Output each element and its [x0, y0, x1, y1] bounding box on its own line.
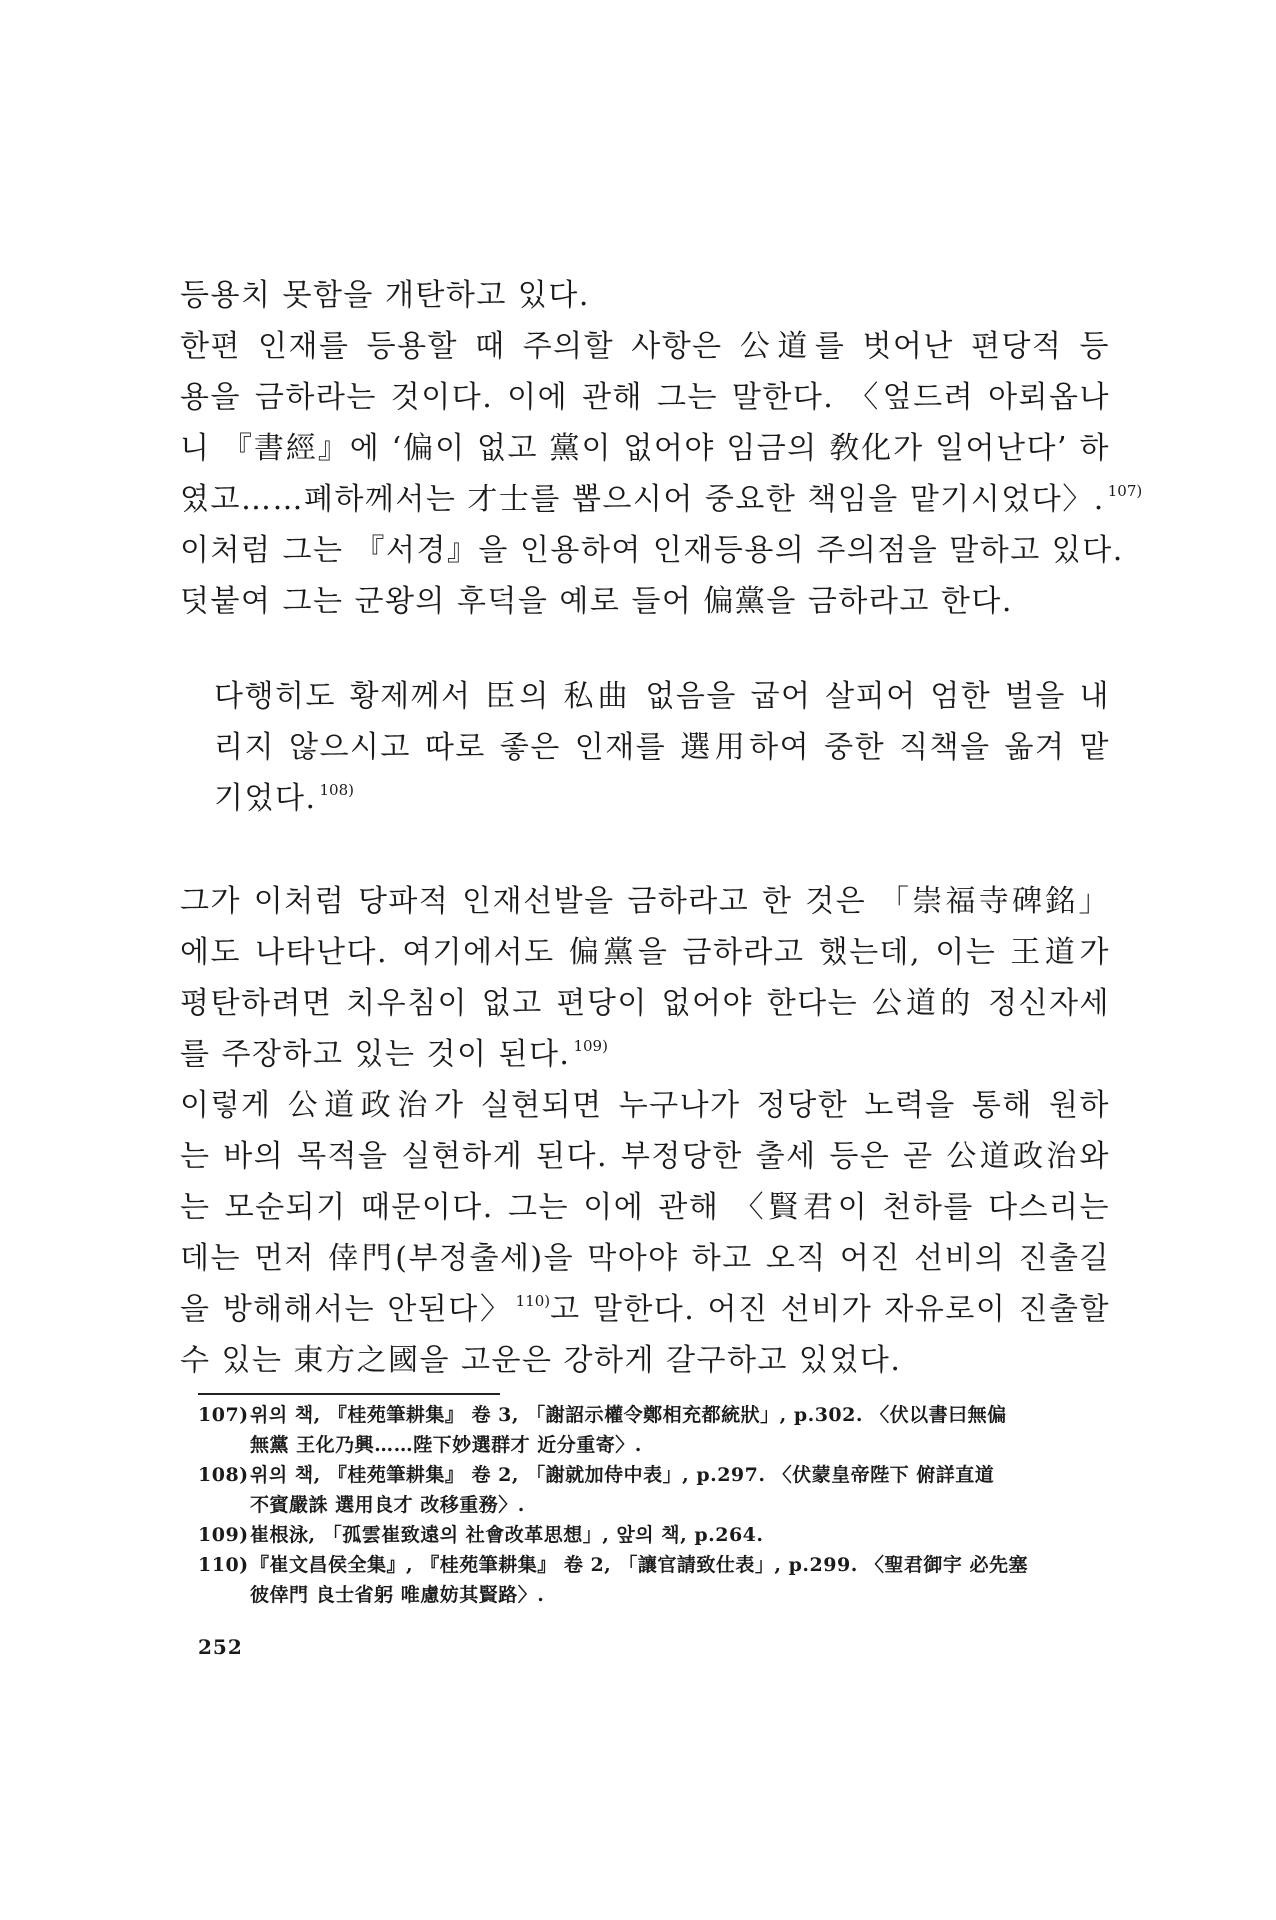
footnote-text: 『崔文昌侯全集』, 『桂苑筆耕集』 卷 2, 「讓官請致仕表」, p.299. 〈聖君御宇 必先塞	[250, 1554, 1029, 1576]
block-quote	[214, 671, 1110, 824]
footnote-line	[198, 1460, 1108, 1490]
page-number: 252	[198, 1635, 243, 1659]
footnote-line	[198, 1520, 1108, 1550]
quote-line: 기었다.	[214, 781, 317, 816]
text-line: 용을 금하라는 것이다. 이에 관해 그는 말한다. 〈엎드려 아뢰옵나	[180, 380, 1110, 415]
text-line: 는 바의 목적을 실현하게 된다. 부정당한 출세 등은 곧 公道政治와	[180, 1139, 1110, 1174]
footnote-ref-110: 110)	[515, 1292, 551, 1310]
quote-line: 다행히도 황제께서 臣의 私曲 없음을 굽어 살피어 엄한 벌을 내	[214, 679, 1110, 714]
footnote-number: 110)	[198, 1554, 249, 1576]
text-line: 를 주장하고 있는 것이 된다.	[180, 1037, 571, 1072]
footnote-text: 위의 책, 『桂苑筆耕集』 卷 2, 「謝就加侍中表」, p.297. 〈伏蒙皇帝陛下 俯詳直道	[250, 1464, 995, 1486]
text-line: 데는 먼저 倖門(부정출세)을 막아야 하고 오직 어진 선비의 진출길	[180, 1241, 1110, 1276]
footnote-ref-109: 109)	[573, 1037, 608, 1055]
footnote-number: 107)	[198, 1404, 249, 1426]
quote-line-with-note	[214, 773, 1110, 824]
footnote-line	[198, 1400, 1108, 1430]
footnote-text: 崔根泳, 「孤雲崔致遠의 社會改革思想」, 앞의 책, p.264.	[250, 1524, 764, 1546]
footnote-ref-107: 107)	[1107, 482, 1143, 500]
footnote-number: 108)	[198, 1464, 249, 1486]
text-line-with-note	[180, 1029, 1110, 1080]
text-line-with-note	[180, 474, 1143, 525]
text-line: 덧붙여 그는 군왕의 후덕을 예로 들어 偏黨을 금하라고 한다.	[180, 584, 1013, 619]
footnotes	[198, 1400, 1108, 1610]
footnote-ref-108: 108)	[319, 781, 354, 799]
footnote-110	[198, 1550, 1108, 1610]
text-line: 에도 나타난다. 여기에서도 偏黨을 금하라고 했는데, 이는 王道가	[180, 935, 1110, 970]
text-line: 였고……폐하께서는 才士를 뽑으시어 중요한 책임을 맡기시었다〉.	[180, 482, 1105, 517]
footnote-number: 109)	[198, 1524, 249, 1546]
spacer	[180, 627, 1110, 671]
text-line: 이렇게 公道政治가 실현되면 누구나가 정당한 노력을 통해 원하	[180, 1088, 1110, 1123]
quote-line: 리지 않으시고 따로 좋은 인재를 選用하여 중한 직책을 옮겨 맡	[214, 730, 1110, 765]
text-line: 니 『書經』에 ‘偏이 없고 黨이 없어야 임금의 敎化가 일어난다’ 하	[180, 431, 1110, 466]
footnote-line	[198, 1550, 1108, 1580]
paragraph-4	[180, 1080, 1110, 1386]
footnote-text: 不賓嚴誅 選用良才 改移重務〉.	[250, 1494, 525, 1516]
footnote-text: 彼倖門 良士省躬 唯慮妨其賢路〉.	[250, 1584, 545, 1606]
footnote-text: 위의 책, 『桂苑筆耕集』 卷 3, 「謝詔示權令鄭相充都統狀」, p.302. 〈伏以書曰無偏	[250, 1404, 1007, 1426]
text-line: 등용치 못함을 개탄하고 있다.	[180, 278, 590, 313]
text-fragment: 을 방해해서는 안된다〉	[180, 1292, 513, 1327]
text-line: 는 모순되기 때문이다. 그는 이에 관해 〈賢君이 천하를 다스리는	[180, 1190, 1110, 1225]
footnote-109	[198, 1520, 1108, 1550]
paragraph-1	[180, 270, 1110, 321]
text-line: 그가 이처럼 당파적 인재선발을 금하라고 한 것은 「崇福寺碑銘」	[180, 884, 1110, 919]
main-text	[180, 270, 1143, 1386]
text-line: 한편 인재를 등용할 때 주의할 사항은 公道를 벗어난 편당적 등	[180, 329, 1110, 364]
footnote-107	[198, 1400, 1108, 1460]
text-line: 이처럼 그는 『서경』을 인용하여 인재등용의 주의점을 말하고 있다.	[180, 533, 1124, 568]
footnote-108	[198, 1460, 1108, 1520]
paragraph-3	[180, 876, 1110, 1080]
text-line: 평탄하려면 치우침이 없고 편당이 없어야 한다는 公道的 정신자세	[180, 986, 1110, 1021]
footnote-divider	[198, 1393, 500, 1395]
paragraph-2	[180, 321, 1143, 627]
text-line: 수 있는 東方之國을 고운은 강하게 갈구하고 있었다.	[180, 1343, 902, 1378]
spacer	[180, 824, 1110, 876]
text-fragment: 고 말한다. 어진 선비가 자유로이 진출할	[550, 1292, 1110, 1327]
footnote-text: 無黨 王化乃興……陛下妙選群才 近分重寄〉.	[250, 1434, 642, 1456]
text-line-with-note	[180, 1284, 1110, 1335]
